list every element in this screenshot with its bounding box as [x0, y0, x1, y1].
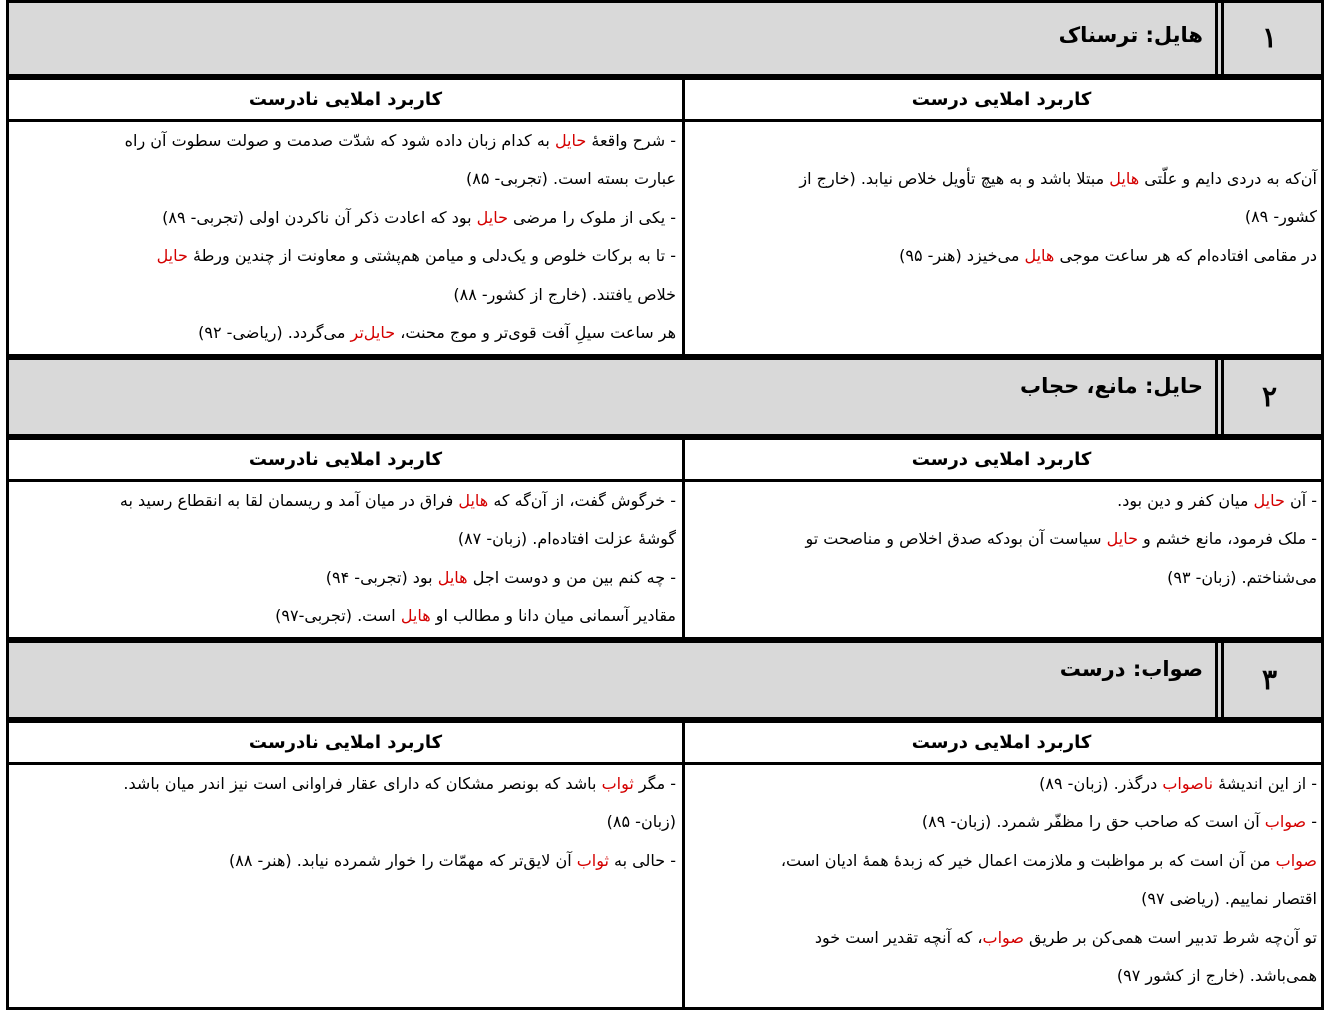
section-1-incorrect-header: کاربرد املایی نادرست — [9, 80, 682, 122]
example-text: - حالی به — [608, 850, 676, 870]
section-1-number-cell — [1215, 3, 1321, 74]
example-text: است. (تجربی-۹۷) — [275, 606, 401, 626]
example-text: فراق در میان آمد و ریسمان لقا به انقطاع رسید به — [119, 491, 459, 510]
example-line — [17, 520, 676, 558]
example-line — [688, 765, 1317, 803]
example-text: تو آن‌چه شرط تدبیر است همی‌کن بر طریق — [1023, 927, 1317, 947]
example-text: گوشۀ عزلت افتاده‌ام. (زبان- ۸۷) — [457, 529, 676, 549]
example-line — [17, 314, 676, 352]
example-line — [17, 276, 676, 314]
section-2-header — [6, 357, 1324, 437]
example-text: باشد که بونصر مشکان که دارای عقار فراوانی است نیز اندر میان باشد. — [123, 774, 602, 793]
example-text: مقادیر آسمانی میان دانا و مطالب او — [430, 606, 676, 626]
example-text: عبارت بسته است. (تجربی- ۸۵) — [465, 169, 676, 189]
section-2-incorrect-examples — [9, 482, 682, 636]
example-line — [688, 559, 1317, 597]
example-text: هر ساعت سیلِ آفت قوی‌تر و موج محنت، — [395, 323, 676, 343]
example-line — [688, 919, 1317, 957]
example-text: می‌شناختم. (زبان- ۹۳) — [1167, 567, 1317, 587]
example-line — [688, 198, 1317, 236]
example-text: آن است که صاحب حق را مظفّر شمرد. (زبان- ۸۹) — [921, 812, 1265, 832]
section-3-number: ۳ — [1261, 663, 1278, 696]
section-2-title: حایل: مانع، حجاب — [1019, 374, 1203, 398]
example-text: - یکی از ملوک را مرضی — [507, 207, 676, 227]
highlighted-word: هایل — [400, 606, 431, 626]
section-3-header — [6, 640, 1324, 720]
highlighted-word: حایل — [1106, 529, 1138, 549]
example-line — [17, 559, 676, 597]
example-text: (زبان- ۸۵) — [606, 812, 676, 832]
section-3-incorrect-examples — [9, 765, 682, 880]
example-text: - مگر — [633, 774, 676, 793]
example-text: درگذر. (زبان- ۸۹) — [1039, 774, 1163, 793]
highlighted-word: ناصواب — [1162, 774, 1214, 793]
example-line — [688, 803, 1317, 841]
section-3-correct-header: کاربرد املایی درست — [682, 723, 1321, 765]
example-text: - آن — [1284, 491, 1317, 510]
highlighted-word: صواب — [1275, 850, 1317, 870]
example-line — [688, 482, 1317, 520]
example-text: مبتلا باشد و به هیچ تأویل خلاص نیابد. (خارج از — [799, 169, 1110, 188]
example-line — [688, 957, 1317, 995]
example-text: - — [1306, 812, 1317, 832]
example-line — [17, 482, 676, 520]
highlighted-word: صواب — [982, 927, 1024, 947]
section-1-table — [6, 77, 1324, 357]
example-line — [688, 880, 1317, 918]
highlighted-word: حایل — [156, 246, 188, 266]
example-line — [17, 597, 676, 635]
highlighted-word: هایل — [437, 567, 468, 587]
example-text: اقتصار نماییم. (ریاضی ۹۷) — [1141, 889, 1317, 909]
example-line — [17, 765, 676, 803]
example-text: همی‌باشد. (خارج از کشور ۹۷) — [1116, 966, 1317, 986]
example-line — [688, 160, 1317, 198]
example-text: می‌گردد. (ریاضی- ۹۲) — [198, 323, 351, 343]
section-1-correct-header: کاربرد املایی درست — [682, 80, 1321, 122]
section-3-number-cell — [1215, 643, 1321, 717]
example-text: آن‌که به دردی دایم و علّتی — [1139, 169, 1317, 188]
highlighted-word: صواب — [1264, 812, 1307, 832]
example-line — [17, 803, 676, 841]
example-text: - خرگوش گفت، از آن‌گه که — [488, 491, 676, 510]
section-3-correct-examples — [682, 765, 1321, 995]
highlighted-word: حایل‌تر — [350, 323, 396, 343]
highlighted-word: هایل — [1109, 169, 1140, 188]
section-1-correct-examples — [682, 160, 1321, 275]
section-2-number: ۲ — [1261, 380, 1278, 413]
example-text: ، که آنچه تقدیر است خود — [814, 927, 983, 947]
example-line — [17, 160, 676, 198]
example-text: خلاص یافتند. (خارج از کشور- ۸۸) — [453, 284, 676, 304]
highlighted-word: هایل — [458, 491, 489, 510]
example-text: سیاست آن بودکه صدق اخلاص و مناصحت تو — [805, 529, 1107, 549]
example-line — [17, 199, 676, 237]
example-text: - ملک فرمود، مانع خشم و — [1137, 529, 1317, 549]
example-line — [688, 842, 1317, 880]
section-3-incorrect-header: کاربرد املایی نادرست — [9, 723, 682, 765]
example-text: میان کفر و دین بود. — [1117, 491, 1254, 510]
highlighted-word: حایل — [554, 131, 587, 150]
section-2-table — [6, 437, 1324, 640]
highlighted-word: ثواب — [601, 774, 634, 793]
example-line — [688, 237, 1317, 275]
section-2-incorrect-header: کاربرد املایی نادرست — [9, 440, 682, 482]
section-2-correct-header: کاربرد املایی درست — [682, 440, 1321, 482]
example-line — [17, 237, 676, 275]
example-line — [17, 842, 676, 880]
example-text: - تا به برکات خلوص و یک‌دلی و میامن هم‌پشتی و معاونت از چندین ورطۀ — [187, 246, 676, 266]
section-3-table — [6, 720, 1324, 1010]
highlighted-word: حایل — [1253, 491, 1285, 510]
example-text: من آن است که بر مواظبت و ملازمت اعمال خیر که زبدۀ همۀ ادیان است، — [780, 850, 1276, 870]
example-text: بود که اعادت ذکر آن ناکردن اولی (تجربی- ۸۹) — [162, 207, 477, 227]
example-text: به کدام زبان داده شود که شدّت صدمت و صولت سطوت آن راه — [124, 131, 555, 150]
example-text: در مقامی افتاده‌ام که هر ساعت موجی — [1054, 245, 1317, 265]
section-2-correct-examples — [682, 482, 1321, 597]
section-1-title: هایل: ترسناک — [1058, 23, 1203, 47]
example-text: - شرح واقعۀ — [586, 131, 676, 150]
example-text: کشور- ۸۹) — [1244, 207, 1317, 227]
example-text: - از این اندیشۀ — [1213, 774, 1317, 793]
example-text: می‌خیزد (هنر- ۹۵) — [899, 245, 1025, 265]
example-text: بود (تجربی- ۹۴) — [325, 567, 438, 587]
example-text: آن لایق‌تر که مهمّات را خوار شمرده نیابد. (هنر- ۸۸) — [229, 850, 577, 870]
section-1-incorrect-examples — [9, 122, 682, 352]
highlighted-word: هایل — [1024, 245, 1055, 265]
example-line — [688, 520, 1317, 558]
section-2-number-cell — [1215, 360, 1321, 434]
example-line — [17, 122, 676, 160]
section-3-title: صواب: درست — [1059, 657, 1203, 681]
section-1-header — [6, 0, 1324, 77]
section-1-number: ۱ — [1261, 21, 1278, 54]
highlighted-word: حایل — [476, 207, 508, 227]
example-text: - چه کنم بین من و دوست اجل — [467, 567, 676, 587]
highlighted-word: ثواب — [576, 850, 609, 870]
